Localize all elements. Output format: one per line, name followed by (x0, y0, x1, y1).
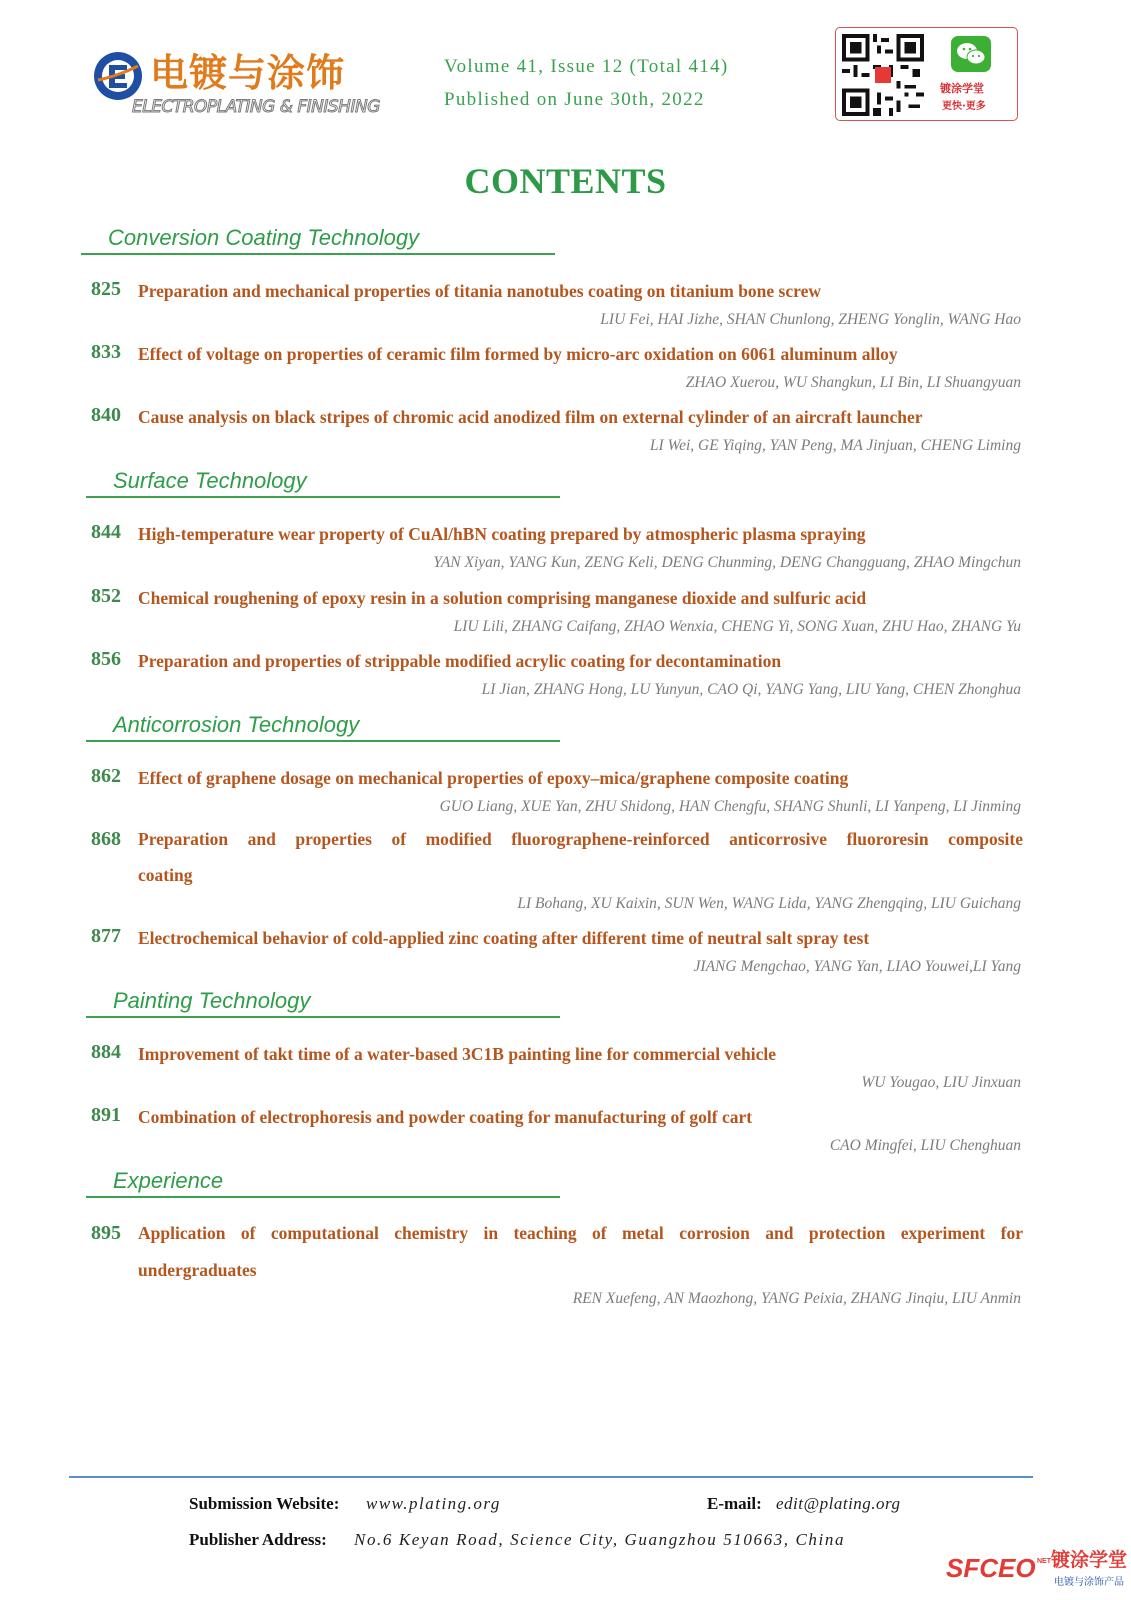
article-title[interactable]: High-temperature wear property of CuAl/hBN coating prepared by atmospheric plasma spraying (138, 524, 866, 544)
footer-website-link[interactable]: www.plating.org (366, 1494, 501, 1513)
issue-info (444, 50, 729, 116)
article-title-continuation[interactable]: coating (138, 865, 193, 885)
article-authors: GUO Liang, XUE Yan, ZHU Shidong, HAN Chengfu, SHANG Shunli, LI Yanpeng, LI Jinming (439, 798, 1021, 815)
watermark-cn-sub: 电镀与涂饰产品 (1054, 1577, 1124, 1588)
article-title-continuation[interactable]: undergraduates (138, 1260, 257, 1280)
watermark-brand: SFCEO (946, 1553, 1036, 1583)
article-title[interactable]: Preparation and mechanical properties of titania nanotubes coating on titanium bone screw (138, 281, 821, 301)
section-divider (86, 496, 560, 498)
issue-volume: Volume 41, Issue 12 (Total 414) (444, 56, 729, 77)
article-title[interactable]: Chemical roughening of epoxy resin in a solution comprising manganese dioxide and sulfuric acid (138, 588, 867, 608)
article-authors: JIANG Mengchao, YANG Yan, LIAO Youwei,LI Yang (693, 958, 1021, 975)
section-divider (86, 1016, 560, 1018)
article-title[interactable]: Cause analysis on black stripes of chromic acid anodized film on external cylinder of an aircraft launcher (138, 407, 923, 427)
article-page-number: 862 (91, 765, 121, 787)
section-heading-anticorrosion: Anticorrosion Technology (113, 712, 360, 737)
article-title[interactable]: Preparation and properties of strippable modified acrylic coating for decontamination (138, 651, 782, 671)
article-authors: WU Yougao, LIU Jinxuan (861, 1074, 1021, 1091)
article-authors: LIU Fei, HAI Jizhe, SHAN Chunlong, ZHENG Yonglin, WANG Hao (600, 311, 1021, 328)
article-page-number: 840 (91, 404, 121, 426)
article-page-number: 825 (91, 278, 121, 300)
article-authors: LI Wei, GE Yiqing, YAN Peng, MA Jinjuan, CHENG Liming (649, 437, 1021, 454)
watermark-cn-title: 镀涂学堂 (1051, 1549, 1128, 1571)
article-authors: LI Bohang, XU Kaixin, SUN Wen, WANG Lida, YANG Zhengqing, LIU Guichang (517, 895, 1021, 912)
article-page-number: 891 (91, 1104, 121, 1126)
article-page-number: 877 (91, 925, 121, 947)
article-authors: LIU Lili, ZHANG Caifang, ZHAO Wenxia, CHENG Yi, SONG Xuan, ZHU Hao, ZHANG Yu (453, 618, 1021, 635)
footer-divider (69, 1476, 1033, 1478)
section-divider (86, 740, 560, 742)
journal-logo (92, 42, 382, 124)
article-title[interactable]: Effect of voltage on properties of ceramic film formed by micro-arc oxidation on 6061 aluminum alloy (138, 344, 898, 364)
article-page-number: 856 (91, 648, 121, 670)
article-authors: YAN Xiyan, YANG Kun, ZENG Keli, DENG Chunming, DENG Changguang, ZHAO Mingchun (433, 554, 1021, 571)
footer-address-label: Publisher Address: (189, 1530, 327, 1549)
article-authors: CAO Mingfei, LIU Chenghuan (829, 1137, 1021, 1154)
article-page-number: 844 (91, 521, 121, 543)
article-title[interactable]: Improvement of takt time of a water-based 3C1B painting line for commercial vehicle (138, 1044, 776, 1064)
article-page-number: 852 (91, 585, 121, 607)
article-title[interactable]: Application of computational chemistry in teaching of metal corrosion and protection experiment for (138, 1223, 1023, 1243)
sfceo-watermark (946, 1545, 1131, 1600)
article-authors: LI Jian, ZHANG Hong, LU Yunyun, CAO Qi, YANG Yang, LIU Yang, CHEN Zhonghua (481, 681, 1021, 698)
section-divider (81, 253, 555, 255)
wechat-icon (951, 36, 991, 72)
section-heading-experience: Experience (113, 1168, 224, 1193)
footer-email-link[interactable]: edit@plating.org (776, 1494, 901, 1513)
footer-email-label: E-mail: (707, 1494, 762, 1513)
article-title[interactable]: Effect of graphene dosage on mechanical properties of epoxy–mica/graphene composite coating (138, 768, 849, 788)
footer-website-label: Submission Website: (189, 1494, 340, 1513)
qr-caption-main: 镀涂学堂 (940, 82, 984, 95)
section-heading-painting: Painting Technology (113, 988, 311, 1013)
footer-address: No.6 Keyan Road, Science City, Guangzhou 510663, China (354, 1530, 846, 1549)
qr-panel (835, 27, 1018, 121)
article-title[interactable]: Combination of electrophoresis and powder coating for manufacturing of golf cart (138, 1107, 753, 1127)
journal-logo-icon (92, 50, 144, 102)
issue-date: Published on June 30th, 2022 (444, 89, 705, 110)
article-page-number: 895 (91, 1222, 121, 1244)
qr-code-icon[interactable] (842, 34, 924, 116)
logo-english-name: ELECTROPLATING & FINISHING (132, 97, 380, 117)
section-divider (86, 1196, 560, 1198)
article-authors: ZHAO Xuerou, WU Shangkun, LI Bin, LI Shuangyuan (685, 374, 1021, 391)
article-page-number: 868 (91, 828, 121, 850)
article-page-number: 884 (91, 1041, 121, 1063)
page-title: CONTENTS (464, 161, 667, 201)
section-heading-conversion: Conversion Coating Technology (108, 225, 420, 250)
watermark-net: NET (1037, 1558, 1051, 1565)
section-heading-surface: Surface Technology (113, 468, 307, 493)
qr-caption-sub: 更快·更多 (942, 101, 986, 112)
article-page-number: 833 (91, 341, 121, 363)
article-title[interactable]: Electrochemical behavior of cold-applied zinc coating after different time of neutral salt spray test (138, 928, 870, 948)
article-title[interactable]: Preparation and properties of modified fluorographene-reinforced anticorrosive fluororesin composite (138, 829, 1023, 849)
logo-chinese-name: 电镀与涂饰 (150, 50, 346, 95)
article-authors: REN Xuefeng, AN Maozhong, YANG Peixia, ZHANG Jinqiu, LIU Anmin (572, 1290, 1021, 1307)
